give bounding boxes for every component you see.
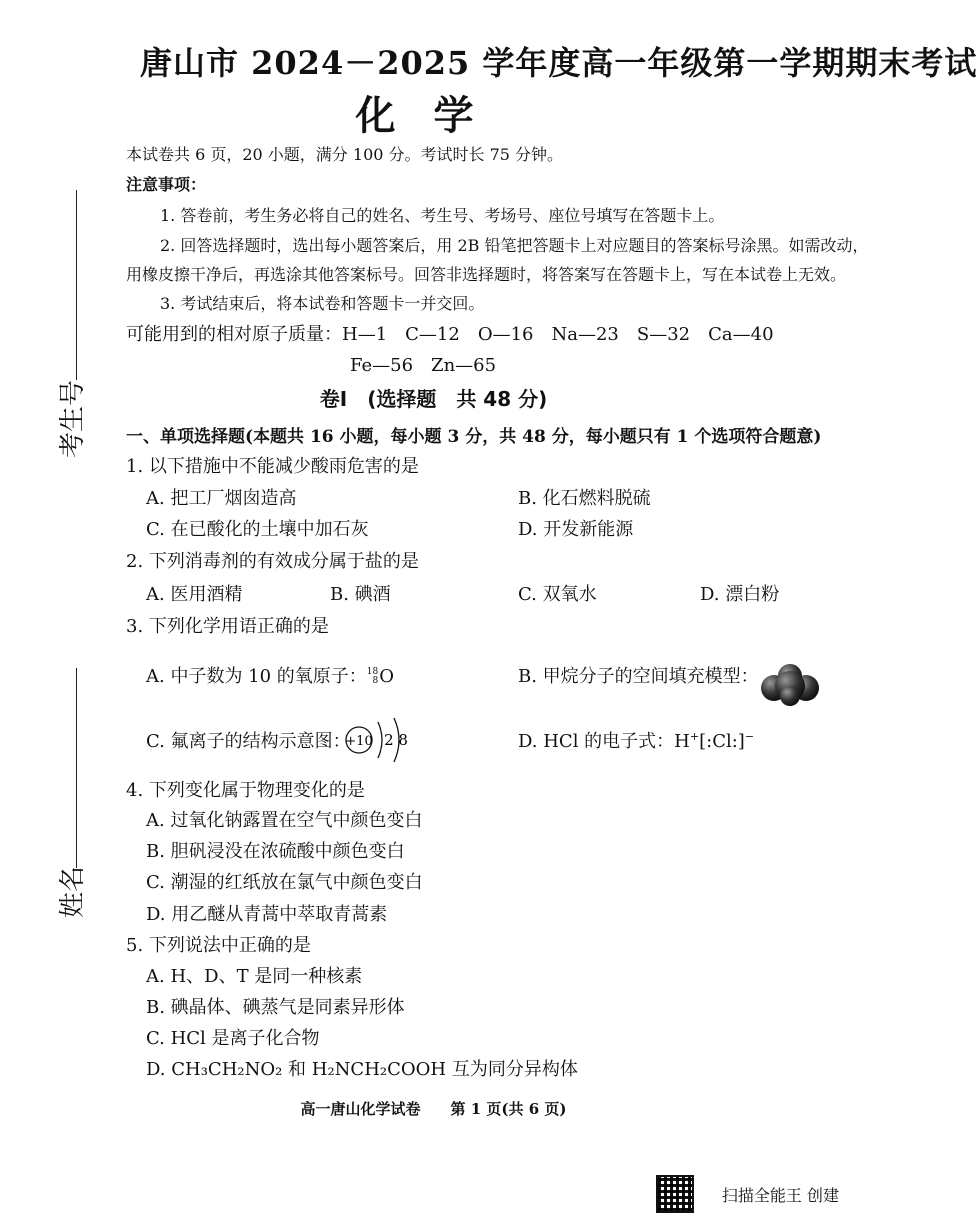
q2-stem: 2. 下列消毒剂的有效成分属于盐的是 [126, 551, 419, 572]
q1-stem: 1. 以下措施中不能减少酸雨危害的是 [126, 456, 419, 477]
chloride-electron-dot: [:Cl:] [699, 731, 745, 752]
q5-option-a: A. H、D、T 是同一种核素 [146, 966, 363, 987]
scanner-watermark: 扫描全能王 创建 [721, 1186, 839, 1205]
q3-stem: 3. 下列化学用语正确的是 [126, 616, 329, 637]
qr-code-icon [656, 1175, 694, 1213]
q2-option-b: B. 碘酒 [330, 584, 391, 605]
oxygen-nuclide-numbers [367, 668, 378, 686]
mass-number: 18 [366, 667, 379, 677]
notice-2a: 2. 回答选择题时，选出每小题答案后，用 2B 铅笔把答题卡上对应题目的答案标号涂黑。如需改动， [160, 236, 869, 255]
electron-shells: 2 8 [384, 731, 408, 749]
q5-option-d: D. CH₃CH₂NO₂ 和 H₂NCH₂COOH 互为同分异构体 [146, 1059, 578, 1080]
q3-option-d [518, 727, 754, 753]
exam-summary: 本试卷共 6 页，20 小题，满分 100 分。考试时长 75 分钟。 [126, 145, 564, 164]
q1-option-d: D. 开发新能源 [518, 519, 634, 540]
oxygen-symbol: O [379, 666, 395, 687]
atomic-masses-line1: 可能用到的相对原子质量：H—1 C—12 O—16 Na—23 S—32 Ca—40 [126, 324, 774, 345]
q5-option-c: C. HCl 是离子化合物 [146, 1028, 320, 1049]
q1-option-b: B. 化石燃料脱硫 [518, 488, 651, 509]
part-1-heading: 一、单项选择题(本题共 16 小题，每小题 3 分，共 48 分，每小题只有 1 个选项符合题意) [126, 427, 822, 447]
q4-option-b: B. 胆矾浸没在浓硫酸中颜色变白 [146, 841, 405, 862]
q4-option-a: A. 过氧化钠露置在空气中颜色变白 [146, 810, 423, 831]
q2-option-a: A. 医用酒精 [146, 584, 243, 605]
q3-option-b: B. 甲烷分子的空间填充模型： [518, 666, 759, 687]
atomic-masses-line2: Fe—56 Zn—65 [350, 355, 497, 376]
subject-title: 化学 [355, 92, 512, 139]
q1-option-c: C. 在已酸化的土壤中加石灰 [146, 519, 369, 540]
q2-option-c: C. 双氧水 [518, 584, 597, 605]
page-footer: 高一唐山化学试卷 第 1 页(共 6 页) [300, 1100, 567, 1118]
q3-option-d-text: D. HCl 的电子式：H [518, 731, 690, 752]
q3-option-a [146, 662, 394, 688]
section-title: 卷Ⅰ (选择题 共 48 分) [319, 387, 548, 411]
fluoride-ion-structure-diagram [342, 712, 432, 762]
q3-option-c: C. 氟离子的结构示意图： [146, 731, 351, 752]
q4-option-d: D. 用乙醚从青蒿中萃取青蒿素 [146, 904, 388, 925]
name-label: 姓名 [58, 865, 88, 918]
q1-option-a: A. 把工厂烟囱造高 [146, 488, 297, 509]
notice-1: 1. 答卷前，考生务必将自己的姓名、考生号、考场号、座位号填写在答题卡上。 [160, 206, 725, 225]
minus-charge: − [744, 730, 755, 743]
q5-option-b: B. 碘晶体、碘蒸气是同素异形体 [146, 997, 405, 1018]
notice-2b: 用橡皮擦干净后，再选涂其他答案标号。回答非选择题时，将答案写在答题卡上，写在本试卷上无效。 [126, 265, 847, 284]
q5-stem: 5. 下列说法中正确的是 [126, 935, 311, 956]
q3-option-a-text: A. 中子数为 10 的氧原子： [146, 666, 367, 687]
notice-3: 3. 考试结束后，将本试卷和答题卡一并交回。 [160, 294, 485, 313]
nucleus-charge: +10 [345, 734, 373, 749]
q4-stem: 4. 下列变化属于物理变化的是 [126, 780, 365, 801]
atomic-number: 8 [372, 676, 379, 686]
exam-title: 唐山市 2024－2025 学年度高一年级第一学期期末考试 [140, 44, 977, 82]
exam-number-label: 考生号 [58, 379, 88, 458]
methane-space-filling-model-icon [756, 662, 824, 706]
name-line [76, 668, 77, 868]
plus-charge: + [689, 730, 700, 743]
exam-number-line [76, 190, 77, 380]
q2-option-d: D. 漂白粉 [700, 584, 780, 605]
notice-heading: 注意事项： [126, 175, 207, 194]
q4-option-c: C. 潮湿的红纸放在氯气中颜色变白 [146, 872, 423, 893]
